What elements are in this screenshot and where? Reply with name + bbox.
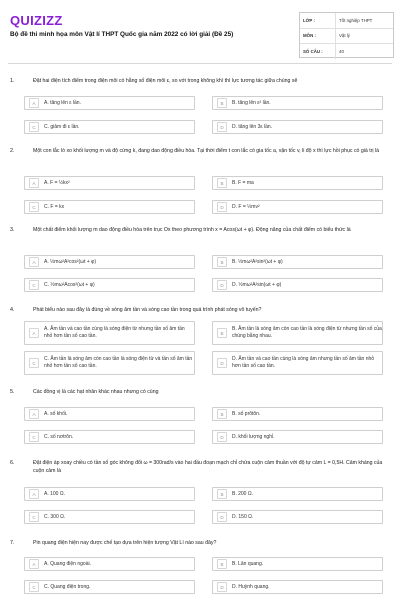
- option-letter: B: [217, 328, 227, 338]
- option-text: B. Lân quang.: [232, 560, 264, 567]
- option-text: B. 200 Ω.: [232, 490, 253, 497]
- option-d[interactable]: [212, 580, 383, 594]
- question-number: 3.: [10, 227, 15, 233]
- option-letter: D: [217, 202, 227, 212]
- option-text: B. số prôtôn.: [232, 410, 261, 417]
- option-a[interactable]: [24, 407, 195, 421]
- option-letter: C: [29, 358, 39, 368]
- option-text: B. tăng lên ε² lần.: [232, 99, 271, 106]
- worksheet-title: Bộ đề thi minh họa môn Vật lí THPT Quốc gia năm 2022 có lời giải (Đề 25): [10, 31, 234, 38]
- option-letter: A: [29, 257, 39, 267]
- question-text: Đặt hai điện tích điểm trong điện môi có hằng số điện môi ε, so với trong không khí thì lực tương tác giữa chúng sẽ: [33, 78, 298, 84]
- info-label: LỚP :: [303, 17, 315, 23]
- option-text: C. giảm đi ε lần.: [44, 123, 80, 130]
- option-b[interactable]: [212, 176, 383, 190]
- option-text: A. tăng lên ε lần.: [44, 99, 81, 106]
- info-row-class: [300, 13, 393, 29]
- option-d[interactable]: [212, 510, 383, 524]
- question-text: Một con lắc lò xo khối lượng m và độ cứng k, đang dao động điều hòa. Tại thời điểm t con lắc có gia tốc a, vận tốc v, li độ x thì lực hồi phục có giá trị là: [33, 148, 380, 154]
- option-text: C. số nơtrôn.: [44, 433, 74, 440]
- option-letter: D: [217, 358, 227, 368]
- option-letter: B: [217, 409, 227, 419]
- option-c[interactable]: [24, 430, 195, 444]
- option-text: B. ½mω²A²sin²(ωt + φ): [232, 258, 283, 265]
- question-text: Một chất điểm khối lượng m dao động điều hòa trên trục Ox theo phương trình x = Acos(ωt + φ). Động năng của chất điểm có biểu thức là: [33, 227, 351, 233]
- option-text: D. Âm tần và cao tần cùng là sóng âm nhưng tần số âm tần nhỏ hơn tần số cao tần.: [232, 356, 375, 369]
- option-letter: D: [217, 122, 227, 132]
- option-a[interactable]: [24, 487, 195, 501]
- option-text: A. Âm tần và cao tần cùng là sóng điện từ nhưng tần số âm tần nhỏ hơn tần số cao tần.: [44, 326, 185, 339]
- option-c[interactable]: [24, 510, 195, 524]
- question-number: 7.: [10, 540, 15, 546]
- option-letter: B: [217, 98, 227, 108]
- option-d[interactable]: [212, 351, 383, 375]
- option-letter: A: [29, 178, 39, 188]
- option-text: A. ½mω²A²cos²(ωt + φ): [44, 258, 97, 265]
- option-letter: D: [217, 280, 227, 290]
- option-a[interactable]: [24, 176, 195, 190]
- question-text: Pin quang điện hiện nay được chế tạo dựa trên hiện tượng Vật Lí nào sau đây?: [33, 540, 217, 546]
- option-letter: A: [29, 328, 39, 338]
- option-text: A. số khối.: [44, 410, 68, 417]
- option-d[interactable]: [212, 430, 383, 444]
- option-letter: D: [217, 582, 227, 592]
- option-letter: C: [29, 202, 39, 212]
- option-a[interactable]: [24, 255, 195, 269]
- info-value: 40: [335, 44, 393, 59]
- question-number: 6.: [10, 460, 15, 466]
- option-text: C. 300 Ω.: [44, 513, 66, 520]
- header-divider: [8, 63, 392, 64]
- option-letter: C: [29, 122, 39, 132]
- question-number: 2.: [10, 148, 15, 154]
- info-label: SỐ CÂU :: [303, 49, 323, 55]
- info-value: Vật lý: [335, 29, 393, 44]
- option-letter: A: [29, 559, 39, 569]
- option-b[interactable]: [212, 557, 383, 571]
- option-text: D. ½mω²A²sin(ωt + φ): [232, 281, 282, 288]
- option-letter: C: [29, 432, 39, 442]
- option-b[interactable]: [212, 96, 383, 110]
- option-text: C. Âm tần là sóng âm còn cao tần là sóng điện từ và tần số âm tần nhỏ hơn tần số cao tần.: [44, 356, 193, 369]
- quizizz-logo: QUIZIZZ: [10, 13, 63, 28]
- option-c[interactable]: [24, 278, 195, 292]
- option-text: D. 150 Ω.: [232, 513, 254, 520]
- option-letter: B: [217, 178, 227, 188]
- question-text: Đặt điện áp xoay chiều có tần số góc không đổi ω = 300rad/s vào hai đầu đoạn mạch chỉ chứa cuộn cảm thuần với độ tự cảm L = 0,5H. Cảm kháng của cuộn cảm là: [33, 460, 383, 474]
- info-row-subject: [300, 29, 393, 45]
- option-b[interactable]: [212, 487, 383, 501]
- option-text: B. Âm tần là sóng âm còn cao tần là sóng điện từ nhưng tần số của chúng bằng nhau.: [232, 326, 382, 339]
- option-b[interactable]: [212, 255, 383, 269]
- option-a[interactable]: [24, 557, 195, 571]
- option-d[interactable]: [212, 278, 383, 292]
- option-letter: D: [217, 512, 227, 522]
- info-label: MÔN :: [303, 33, 316, 39]
- option-c[interactable]: [24, 120, 195, 134]
- question-text: Các đồng vị là các hạt nhân khác nhau nhưng có cùng: [33, 389, 159, 395]
- option-text: C. Quang điện trong.: [44, 583, 91, 590]
- option-letter: A: [29, 98, 39, 108]
- option-letter: C: [29, 582, 39, 592]
- option-text: A. Quang điện ngoài.: [44, 560, 91, 567]
- info-box: [299, 12, 394, 58]
- option-c[interactable]: [24, 200, 195, 214]
- option-letter: D: [217, 432, 227, 442]
- option-text: D. Huỳnh quang.: [232, 583, 270, 590]
- info-row-count: [300, 44, 393, 59]
- option-text: D. khối lượng nghỉ.: [232, 433, 275, 440]
- option-c[interactable]: [24, 351, 195, 375]
- option-letter: A: [29, 489, 39, 499]
- option-text: D. F = ½mv²: [232, 203, 260, 210]
- option-text: A. F = ½kx²: [44, 179, 70, 186]
- option-text: C. ½mω²Acos²(ωt + φ): [44, 281, 95, 288]
- option-letter: A: [29, 409, 39, 419]
- option-letter: B: [217, 489, 227, 499]
- option-b[interactable]: [212, 407, 383, 421]
- option-letter: B: [217, 257, 227, 267]
- question-number: 4.: [10, 307, 15, 313]
- option-letter: C: [29, 512, 39, 522]
- option-letter: C: [29, 280, 39, 290]
- option-text: A. 100 Ω.: [44, 490, 65, 497]
- question-text: Phát biểu nào sau đây là đúng về sóng âm tần và sóng cao tần trong quá trình phát sóng vô tuyến?: [33, 307, 262, 313]
- option-c[interactable]: [24, 580, 195, 594]
- info-value: Tốt nghiệp THPT: [335, 13, 393, 28]
- option-text: D. tăng lên 3ε lần.: [232, 123, 273, 130]
- option-a[interactable]: [24, 96, 195, 110]
- option-text: C. F = kx: [44, 203, 65, 210]
- question-number: 1.: [10, 78, 15, 84]
- option-d[interactable]: [212, 200, 383, 214]
- question-number: 5.: [10, 389, 15, 395]
- option-letter: B: [217, 559, 227, 569]
- option-a[interactable]: [24, 321, 195, 345]
- option-d[interactable]: [212, 120, 383, 134]
- option-b[interactable]: [212, 321, 383, 345]
- option-text: B. F = ma: [232, 179, 254, 186]
